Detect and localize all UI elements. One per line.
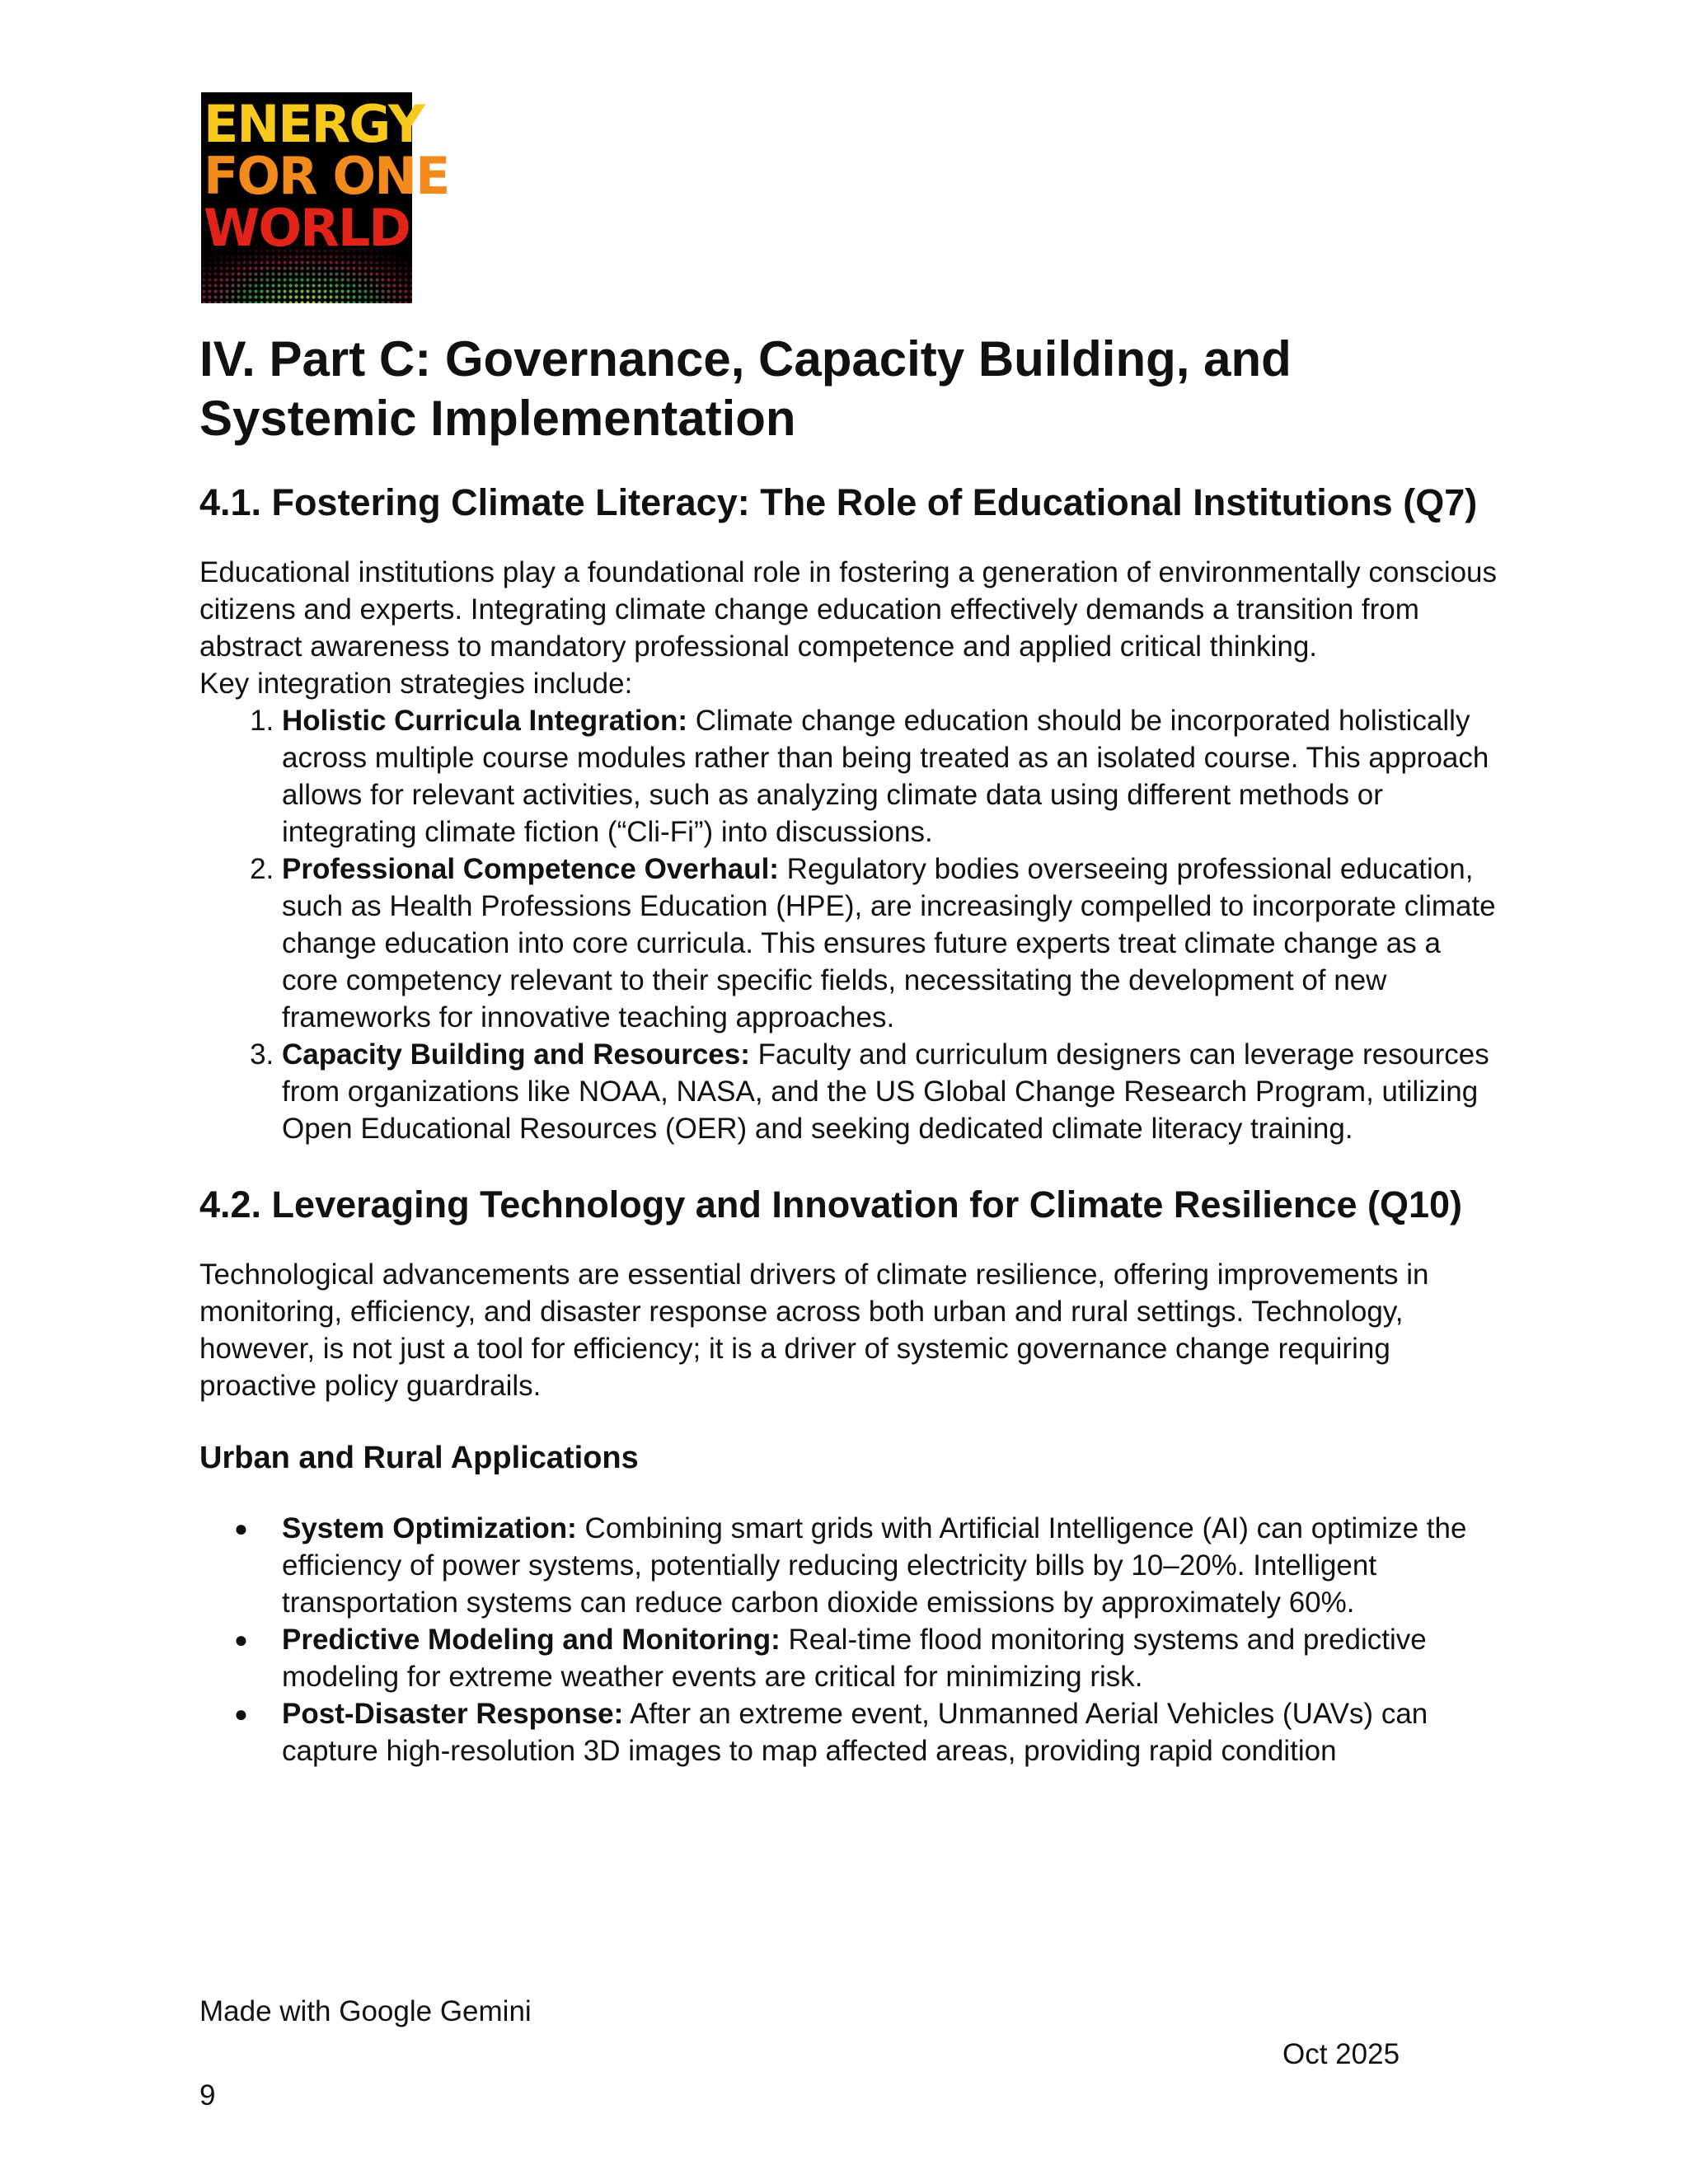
logo-line-3: WORLD [204, 198, 410, 258]
list-item-bold-label: Holistic Curricula Integration: [282, 705, 687, 737]
list-item-text: Regulatory bodies overseeing professional education, such as Health Professions Education (HPE), are increasingly compelled to incorporate climate change education into core curricula. This ensures future experts treat climate change as a core competency relevant to their specific fields, necessitating the development of new frameworks for innovative teaching approaches. [282, 853, 1496, 1033]
section-heading-4-1: 4.1. Fostering Climate Literacy: The Role of Educational Institutions (Q7) [199, 481, 1478, 523]
list-item-text: Faculty and curriculum designers can leverage resources from organizations like NOAA, NASA, and the US Global Change Research Program, utilizing Open Educational Resources (OER) and seeking dedicated climate literacy training. [282, 1038, 1489, 1145]
list-item [282, 851, 1502, 1036]
list-item-text: Combining smart grids with Artificial Intelligence (AI) can optimize the efficiency of power systems, potentially reducing electricity bills by 10–20%. Intelligent transportation systems can reduce carbon dioxide emissions by approximately 60%. [282, 1512, 1467, 1619]
section-heading-4-2: 4.2. Leveraging Technology and Innovation for Climate Resilience (Q10) [199, 1183, 1462, 1226]
logo-line-1: ENERGY [204, 94, 424, 154]
list-item [282, 1695, 1502, 1769]
page-number: 9 [199, 2079, 216, 2111]
list-item [282, 1036, 1502, 1147]
energy-for-one-world-logo [201, 92, 449, 303]
list-item-bold-label: System Optimization: [282, 1512, 577, 1544]
list-item-text: Climate change education should be incorporated holistically across multiple course modules rather than being treated as an isolated course. This approach allows for relevant activities, such as analyzing climate data using different methods or integrating climate fiction (“Cli-Fi”) into discussions. [282, 705, 1489, 848]
list-item-text: After an extreme event, Unmanned Aerial Vehicles (UAVs) can capture high-resolution 3D images to map affected areas, providing rapid condition [282, 1698, 1428, 1767]
section-4-2-paragraph: Technological advancements are essential drivers of climate resilience, offering improvements in monitoring, efficiency, and disaster response across both urban and rural settings. Technology, however, is not just a tool for efficiency; it is a driver of systemic governance change requiring proactive policy guardrails. [199, 1258, 1429, 1402]
applications-list [199, 1510, 1502, 1769]
list-item-bold-label: Post-Disaster Response: [282, 1698, 624, 1730]
footer-made-with: Made with Google Gemini [199, 1995, 532, 2027]
list-item [282, 1510, 1502, 1621]
list-item-bold-label: Predictive Modeling and Monitoring: [282, 1624, 781, 1656]
logo-line-2: FOR ONE [204, 146, 449, 206]
footer-date: Oct 2025 [1282, 2038, 1400, 2070]
integration-strategies-list [199, 702, 1502, 1147]
section-4-1-intro: Key integration strategies include: [199, 668, 633, 700]
document-body [199, 330, 1502, 1769]
list-item [282, 702, 1502, 851]
section-4-1-paragraph: Educational institutions play a foundational role in fostering a generation of environmentally conscious citizens and experts. Integrating climate change education effectively demands a transition from abstract awareness to mandatory professional competence and applied critical thinking. [199, 556, 1498, 663]
list-item-bold-label: Professional Competence Overhaul: [282, 853, 779, 885]
subheading-urban-rural: Urban and Rural Applications [199, 1441, 639, 1475]
list-item-text: Real-time flood monitoring systems and predictive modeling for extreme weather events are critical for minimizing risk. [282, 1624, 1427, 1693]
list-item-bold-label: Capacity Building and Resources: [282, 1038, 750, 1071]
list-item [282, 1621, 1502, 1695]
part-title: IV. Part C: Governance, Capacity Building, and Systemic Implementation [199, 331, 1292, 446]
